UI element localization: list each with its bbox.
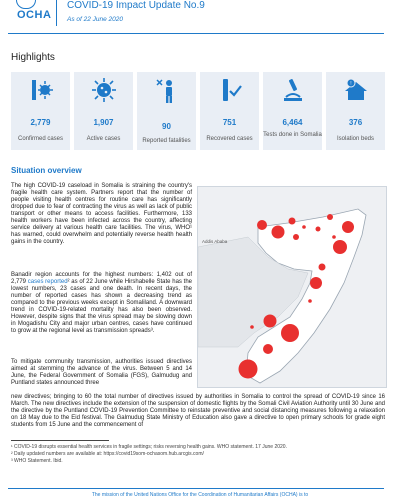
card-value: 2,779 — [30, 118, 51, 127]
card-label: Recovered cases — [206, 136, 253, 142]
card-reported-fatalities — [137, 72, 196, 150]
recovered-icon — [217, 77, 243, 103]
highlights-heading: Highlights — [11, 52, 55, 63]
case-dot — [302, 225, 306, 229]
case-dot — [281, 324, 299, 342]
microscope-icon — [280, 77, 306, 103]
footnotes — [11, 444, 385, 465]
footer-mission: The mission of the United Nations Office for the Coordination of Humanitarian Affairs (OCHA) is to — [91, 492, 309, 498]
virus-bar-icon — [28, 77, 54, 103]
case-dot — [342, 221, 354, 233]
case-dot — [272, 226, 285, 239]
isolation-house-icon — [343, 77, 369, 103]
ocha-logo — [8, 0, 52, 24]
card-tests-done — [263, 72, 322, 150]
card-label: Tests done in Somalia — [263, 132, 322, 138]
card-label: Active cases — [86, 136, 121, 142]
logo-text: OCHA — [17, 9, 52, 21]
card-confirmed-cases — [11, 72, 70, 150]
svg-text:!: ! — [349, 81, 352, 87]
card-label: Confirmed cases — [17, 136, 64, 142]
page-title: COVID-19 Impact Update No.9 — [67, 0, 205, 11]
case-dot — [308, 299, 312, 303]
case-dot — [327, 214, 333, 220]
card-isolation-beds — [326, 72, 385, 150]
case-dot — [264, 315, 277, 328]
situation-heading: Situation overview — [11, 166, 82, 175]
footnote-3: ³ WHO Statement. Ibid. — [11, 458, 63, 464]
case-dot — [319, 264, 326, 271]
case-dot — [316, 227, 321, 232]
header-divider — [56, 0, 57, 26]
card-value: 6,464 — [282, 118, 303, 127]
map-label-addis-ababa: Addis Ababa — [202, 239, 228, 244]
virus-icon — [91, 77, 117, 103]
footer-rule — [8, 488, 384, 489]
situation-paragraph-continued: new directives; bringing to 60 the total number of directives issued by authorities in Somalia to control the spread of COVID-19 since 16 March. The new directives include the extension of the suspension of domestic flights by the Somali Civil Aviation Authority until 30 June and the directive by the Puntland COVID-19 Prevention Committee to reinstate preventive and social distancing measures following a relaxation on 18 May due to the Eid festival. The Galmudug State Ministry of Education also gave a directive to open primary schools for grade eight students from 15 June and the commencement of — [11, 394, 385, 428]
case-dot — [333, 240, 347, 254]
paragraph-text: Banadir region accounts for the highest numbers: 1,402 out of 2,779 — [11, 272, 192, 285]
case-dot — [310, 277, 322, 289]
header-rule — [8, 33, 384, 34]
un-emblem-icon — [16, 0, 36, 9]
case-dot — [257, 220, 267, 230]
case-dot — [293, 234, 299, 240]
card-active-cases — [74, 72, 133, 150]
case-dot — [289, 218, 296, 225]
person-fatality-icon — [154, 77, 180, 105]
document-header — [0, 0, 400, 28]
case-dot — [250, 325, 254, 329]
footnote-1: ¹ COVID-19 disrupts essential health services in fragile settings; risks reversing health gains. WHO statement. 17 June 2020. — [11, 444, 287, 450]
map-svg — [198, 187, 386, 387]
card-label: Isolation beds — [336, 136, 375, 142]
page-date: As of 22 June 2020 — [67, 16, 124, 23]
card-recovered-cases — [200, 72, 259, 150]
case-dot — [332, 235, 336, 239]
situation-paragraph-3: To mitigate community transmission, authorities issued directives aimed at stemming the advance of the virus. Between 5 and 14 June, the Federal Government of Somalia (FGS), Galmudug and Puntland states announced three — [11, 359, 192, 386]
paragraph-text: ² as of 22 June while Hirshabelle State has the lowest numbers, 23 cases and one death. In recent days, the number of reported cases has shown a decreasing trend as compared to the previous weeks except in Somaliland. A downward trend in COVID-19-related mortality has also been observed. However, despite signs that the virus spread may be slowing down in Mogadishu City and major urban centres, cases have continued to grow at the regional level as transmission spreads³. — [11, 279, 192, 334]
highlights-cards — [11, 72, 386, 152]
card-label: Reported fatalities — [142, 138, 191, 144]
footnote-rule — [11, 440, 109, 441]
card-value: 90 — [162, 122, 171, 131]
card-value: 1,907 — [93, 118, 114, 127]
case-dot — [239, 360, 258, 379]
footnote-2[interactable]: ² Daily updated numbers are available at: https://covid19som-ochasom.hub.arcgis.com/ — [11, 451, 204, 457]
card-value: 751 — [222, 118, 237, 127]
cases-reported-link[interactable]: cases reported — [27, 279, 68, 285]
somalia-case-map — [197, 186, 387, 388]
case-dot — [263, 344, 273, 354]
card-value: 376 — [348, 118, 363, 127]
situation-paragraph-1: The high COVID-19 caseload in Somalia is straining the country's fragile health care system. Partners report that the number of people visiting health centres for routine care has significantly dropped due to fear of contracting the virus as well as lack of public transport or other means to access facilities. Furthermore, 133 health workers have been infected across the country, affecting service delivery at various health care facilities. The virus, WHO¹ has warned, could overwhelm and potentially reverse health health gains in the country. — [11, 183, 192, 245]
situation-paragraph-2 — [11, 272, 192, 335]
